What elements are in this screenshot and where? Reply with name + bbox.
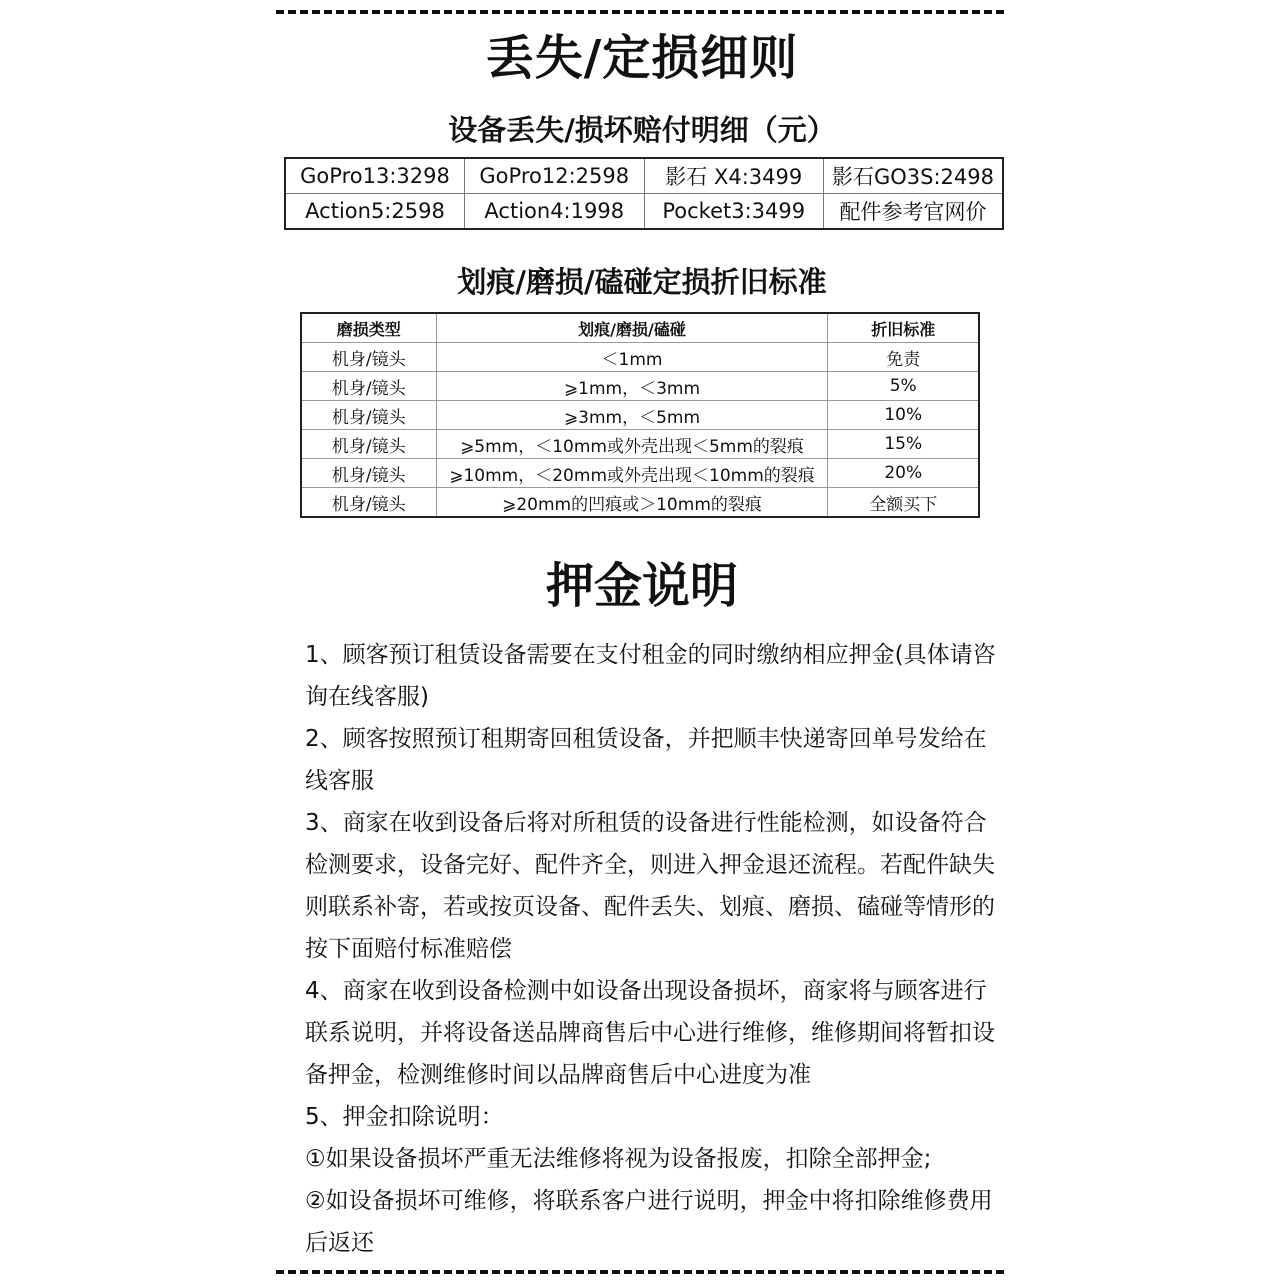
table-row <box>301 372 979 401</box>
top-dashed-divider <box>276 10 1004 14</box>
loss-section-title: 设备丢失/损坏赔付明细（元） <box>448 113 836 147</box>
cell-depreciation: 5% <box>828 372 979 401</box>
price-cell: Action5:2598 <box>285 194 465 230</box>
table-row <box>301 459 979 488</box>
loss-price-table <box>284 157 1004 230</box>
table-header-row <box>301 313 979 343</box>
table-row <box>301 343 979 372</box>
header-depreciation: 折旧标准 <box>828 313 979 343</box>
bottom-dashed-divider <box>276 1270 1004 1274</box>
table-row <box>301 401 979 430</box>
cell-damage-size: ⩾5mm，＜10mm或外壳出现＜5mm的裂痕 <box>436 430 828 459</box>
price-cell: 影石 X4:3499 <box>644 158 824 194</box>
page-title: 丢失/定损细则 <box>485 30 799 86</box>
cell-damage-size: ⩾10mm，＜20mm或外壳出现＜10mm的裂痕 <box>436 459 828 488</box>
deposit-section-title: 押金说明 <box>545 558 738 614</box>
table-row <box>301 430 979 459</box>
deposit-paragraph: 3、商家在收到设备后将对所租赁的设备进行性能检测，如设备符合检测要求，设备完好、配件齐全，则进入押金退还流程。若配件缺失则联系补寄，若或按页设备、配件丢失、划痕、磨损、磕碰等情形的按下面赔付标准赔偿 <box>305 810 995 962</box>
cell-depreciation: 15% <box>828 430 979 459</box>
table-row <box>285 158 1003 194</box>
price-cell: 配件参考官网价 <box>824 194 1004 230</box>
cell-depreciation: 10% <box>828 401 979 430</box>
cell-damage-size: ＜1mm <box>436 343 828 372</box>
price-cell: GoPro12:2598 <box>465 158 645 194</box>
cell-wear-type: 机身/镜头 <box>301 488 436 518</box>
header-damage-size: 划痕/磨损/磕碰 <box>436 313 828 343</box>
deposit-paragraph: ②如设备损坏可维修，将联系客户进行说明，押金中将扣除维修费用后返还 <box>305 1188 993 1256</box>
cell-wear-type: 机身/镜头 <box>301 430 436 459</box>
price-cell: Pocket3:3499 <box>644 194 824 230</box>
wear-section-title: 划痕/磨损/磕碰定损折旧标准 <box>457 265 827 299</box>
cell-damage-size: ⩾3mm，＜5mm <box>436 401 828 430</box>
depreciation-table <box>300 312 980 518</box>
cell-damage-size: ⩾20mm的凹痕或＞10mm的裂痕 <box>436 488 828 518</box>
table-row <box>285 194 1003 230</box>
cell-damage-size: ⩾1mm，＜3mm <box>436 372 828 401</box>
price-cell: 影石GO3S:2498 <box>824 158 1004 194</box>
price-cell: GoPro13:3298 <box>285 158 465 194</box>
deposit-paragraph: 1、顾客预订租赁设备需要在支付租金的同时缴纳相应押金(具体请咨询在线客服) <box>305 642 996 710</box>
cell-wear-type: 机身/镜头 <box>301 372 436 401</box>
deposit-paragraph: 5、押金扣除说明： <box>305 1104 504 1130</box>
cell-depreciation: 全额买下 <box>828 488 979 518</box>
cell-wear-type: 机身/镜头 <box>301 343 436 372</box>
header-wear-type: 磨损类型 <box>301 313 436 343</box>
deposit-terms <box>305 634 1005 1264</box>
deposit-paragraph: 2、顾客按照预订租期寄回租赁设备，并把顺丰快递寄回单号发给在线客服 <box>305 726 987 794</box>
table-row <box>301 488 979 518</box>
cell-depreciation: 免责 <box>828 343 979 372</box>
cell-wear-type: 机身/镜头 <box>301 401 436 430</box>
deposit-paragraph: ①如果设备损坏严重无法维修将视为设备报废，扣除全部押金; <box>305 1146 932 1172</box>
price-cell: Action4:1998 <box>465 194 645 230</box>
deposit-paragraph: 4、商家在收到设备检测中如设备出现设备损坏，商家将与顾客进行联系说明，并将设备送品牌商售后中心进行维修，维修期间将暂扣设备押金，检测维修时间以品牌商售后中心进度为准 <box>305 978 995 1088</box>
cell-depreciation: 20% <box>828 459 979 488</box>
cell-wear-type: 机身/镜头 <box>301 459 436 488</box>
